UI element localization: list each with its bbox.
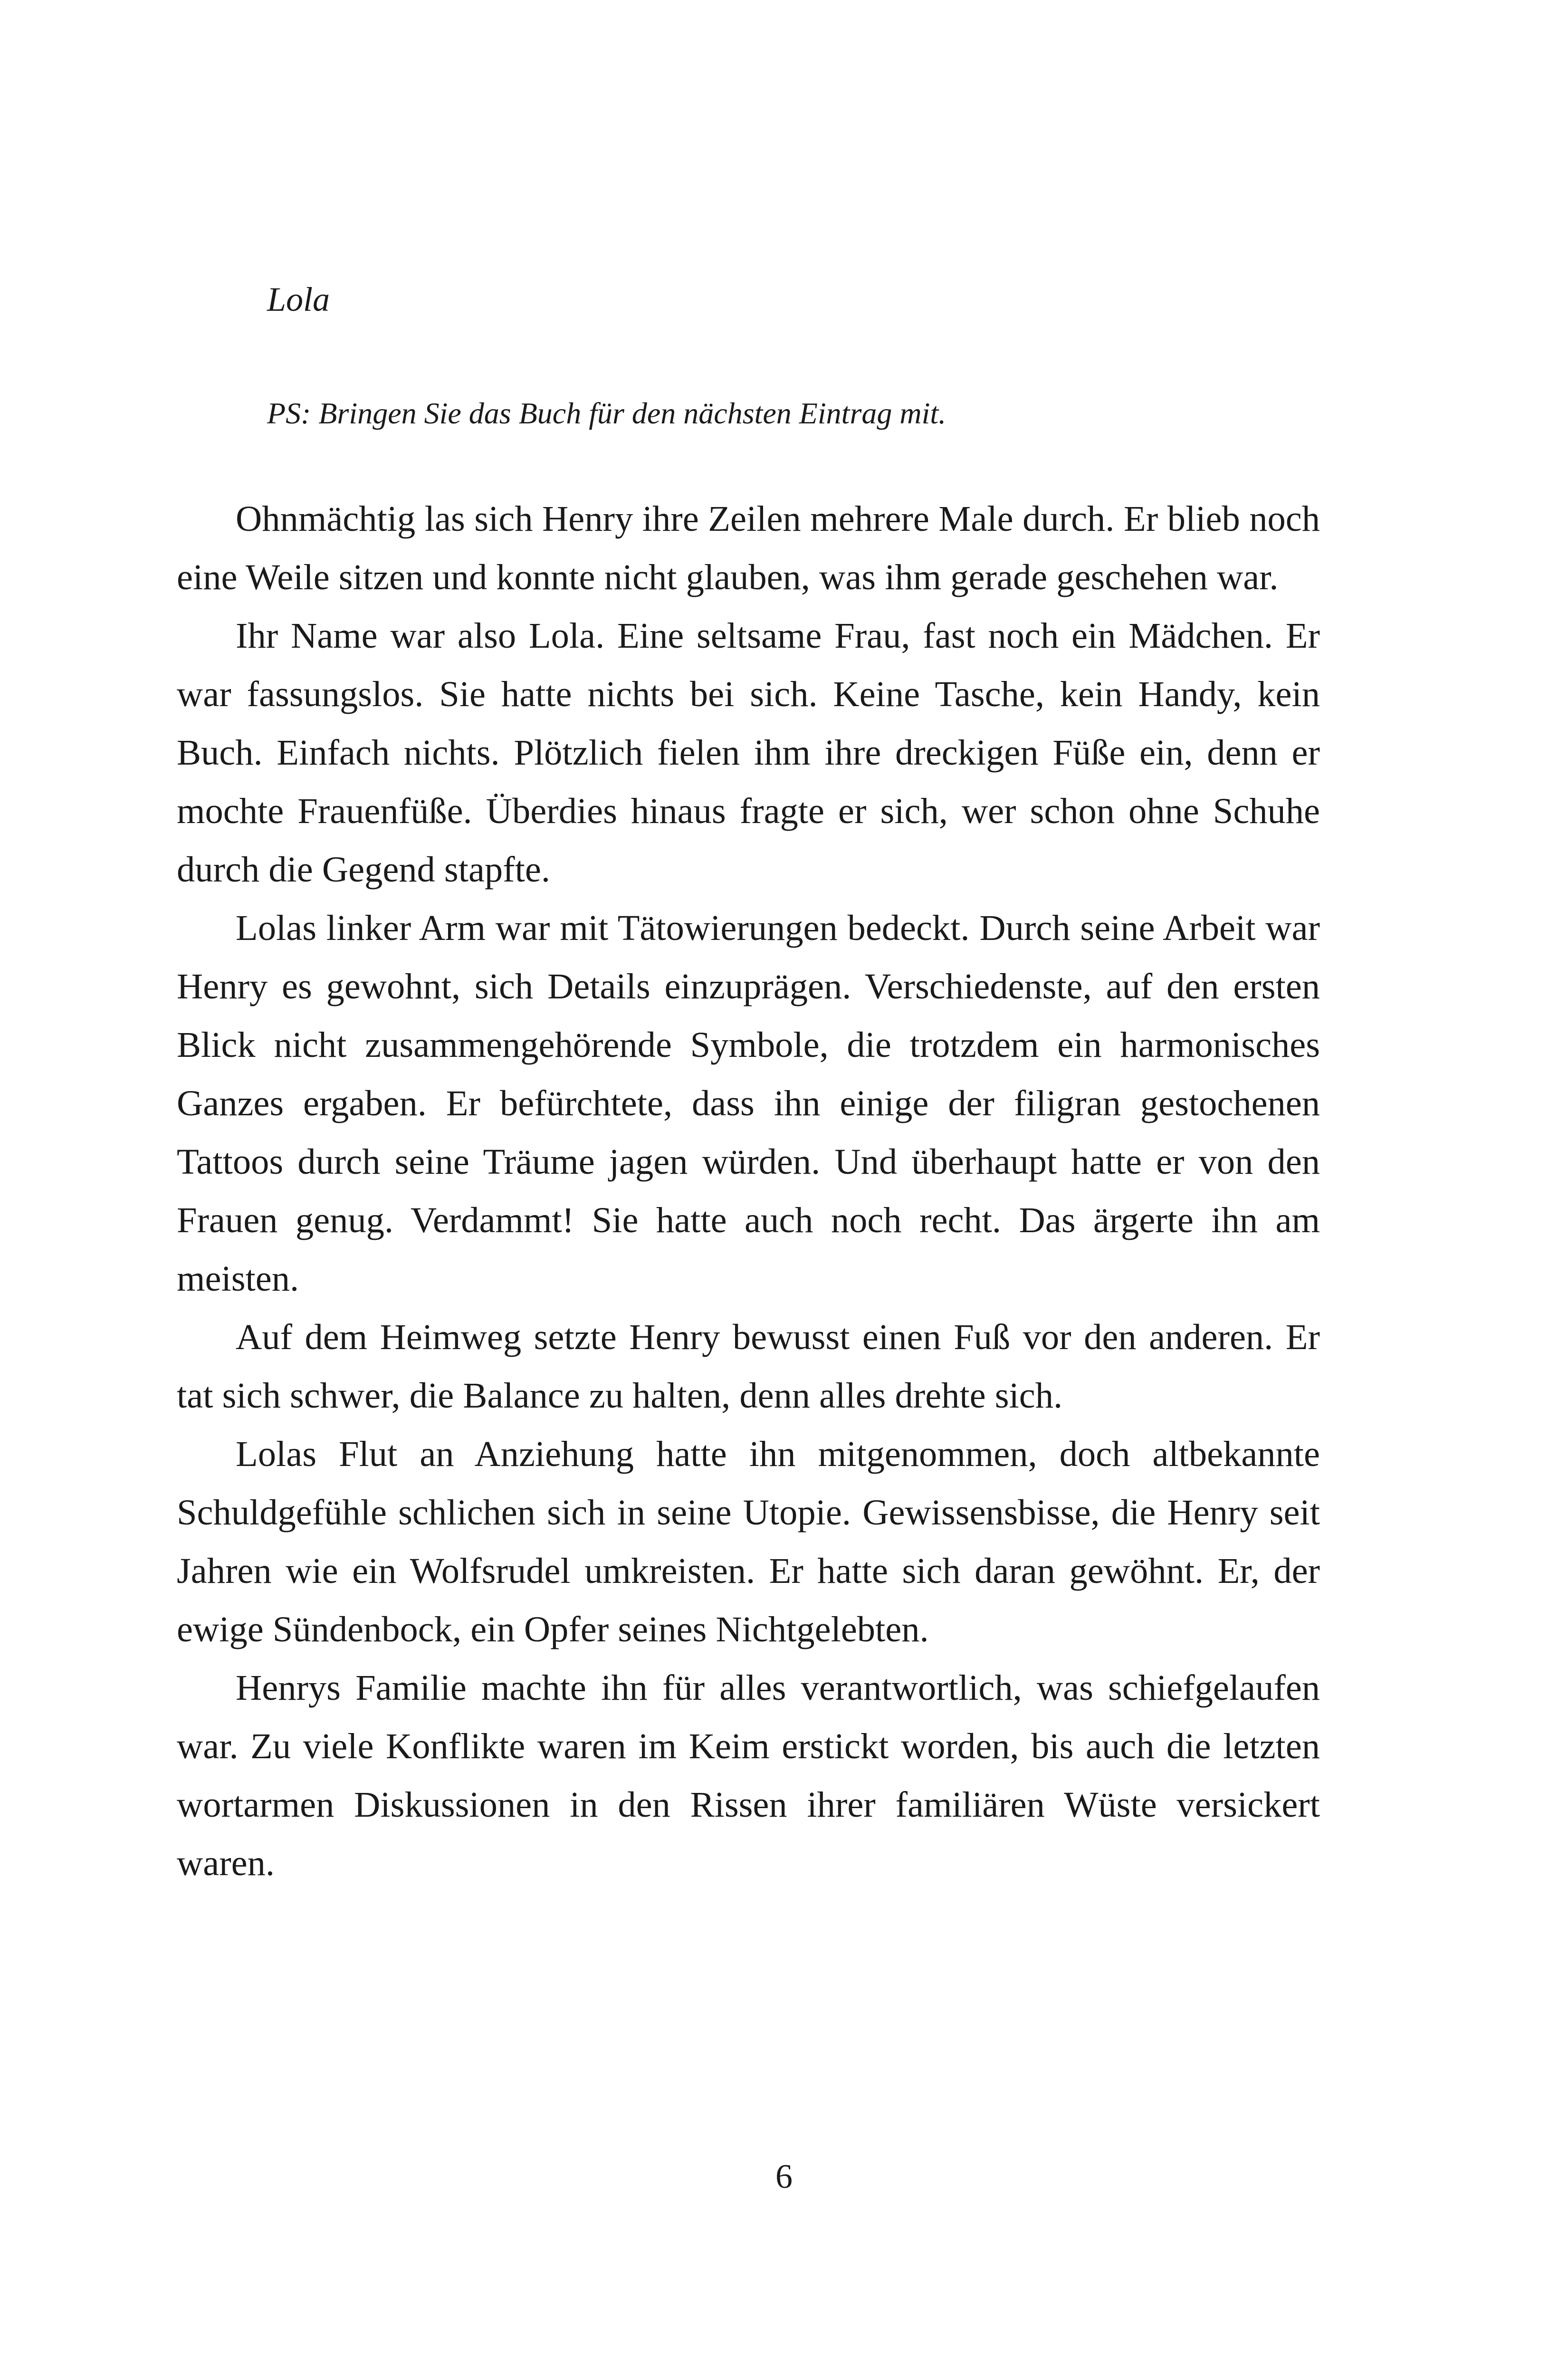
body-text	[177, 489, 1320, 1892]
paragraph: Lolas linker Arm war mit Tätowierungen bedeckt. Durch seine Arbeit war Henry es gewohnt, sich Details einzuprägen. Verschiedenste, auf den ersten Blick nicht zusammengehörende Symbole, die trotzdem ein harmonisches Ganzes ergaben. Er befürchtete, dass ihn einige der filigran gestochenen Tattoos durch seine Träume jagen würden. Und überhaupt hatte er von den Frauen genug. Verdammt! Sie hatte auch noch recht. Das ärgerte ihn am meisten.	[177, 908, 1320, 1299]
page-number: 6	[775, 2157, 793, 2195]
letter-signature: Lola	[267, 280, 330, 318]
paragraph: Lolas Flut an Anziehung hatte ihn mitgenommen, doch altbekannte Schuldgefühle schlichen sich in seine Utopie. Gewissensbisse, die Henry seit Jahren wie ein Wolfsrudel umkreisten. Er hatte sich daran gewöhnt. Er, der ewige Sündenbock, ein Opfer seines Nichtgelebten.	[177, 1434, 1320, 1649]
letter-postscript: PS: Bringen Sie das Buch für den nächsten Eintrag mit.	[267, 396, 947, 430]
paragraph: Henrys Familie machte ihn für alles verantwortlich, was schiefgelaufen war. Zu viele Konflikte waren im Keim erstickt worden, bis auch die letzten wortarmen Diskussionen in den Rissen ihrer familiären Wüste versickert waren.	[177, 1667, 1320, 1883]
paragraph: Ihr Name war also Lola. Eine seltsame Frau, fast noch ein Mädchen. Er war fassungslos. Sie hatte nichts bei sich. Keine Tasche, kein Handy, kein Buch. Einfach nichts. Plötzlich fielen ihm ihre dreckigen Füße ein, denn er mochte Frauenfüße. Überdies hinaus fragte er sich, wer schon ohne Schuhe durch die Gegend stapfte.	[177, 615, 1320, 890]
paragraph: Auf dem Heimweg setzte Henry bewusst einen Fuß vor den anderen. Er tat sich schwer, die Balance zu halten, denn alles drehte sich.	[177, 1317, 1320, 1416]
paragraph: Ohnmächtig las sich Henry ihre Zeilen mehrere Male durch. Er blieb noch eine Weile sitzen und konnte nicht glauben, was ihm gerade geschehen war.	[177, 498, 1320, 597]
